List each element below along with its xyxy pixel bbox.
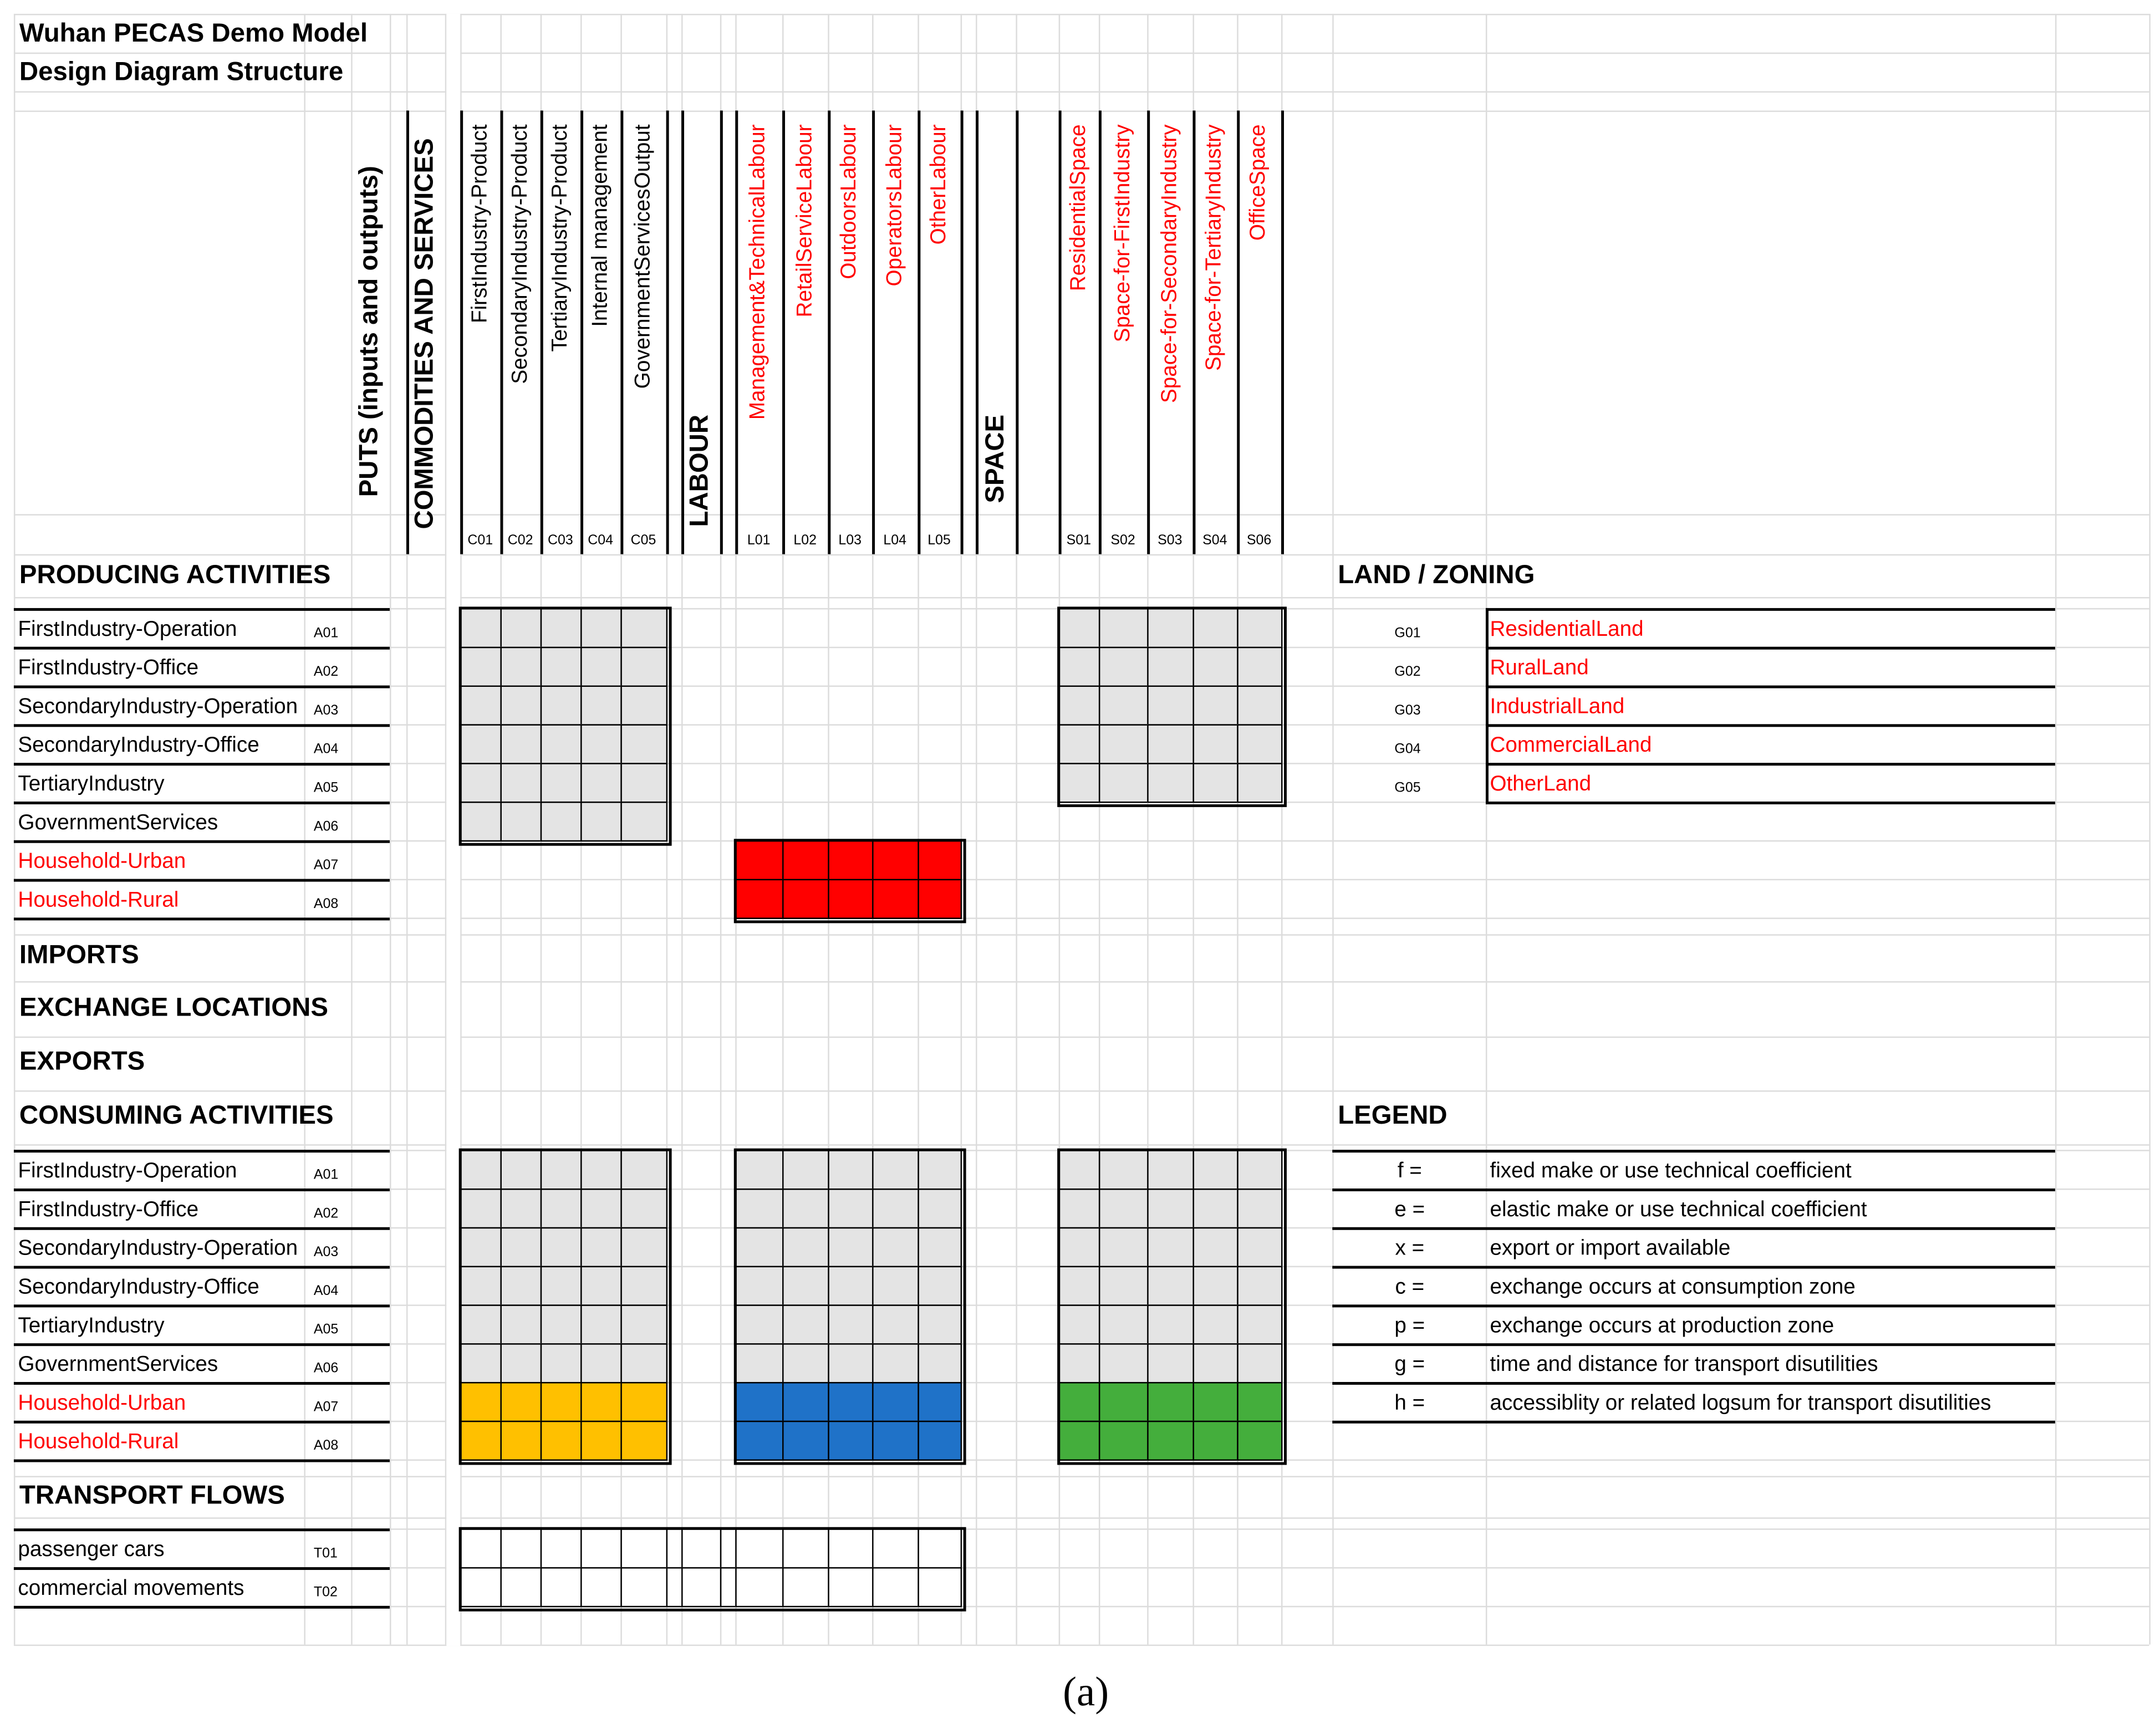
row-underline <box>14 1266 390 1268</box>
consuming-activity-label: FirstIndustry-Office <box>18 1198 199 1222</box>
space-header <box>976 415 1016 550</box>
column-code: L05 <box>927 533 951 549</box>
producing-activity-label: Household-Rural <box>18 888 179 912</box>
consuming-activity-label: Household-Rural <box>18 1430 179 1454</box>
legend-row-line <box>1332 1343 2055 1345</box>
legend-key: e = <box>1394 1198 1425 1222</box>
transport-flow-block-border <box>459 1527 966 1611</box>
land-use-label: IndustrialLand <box>1490 695 1625 719</box>
producing-activity-label: TertiaryIndustry <box>18 772 165 796</box>
column-header-label: GovernmentServicesOutput <box>631 124 655 389</box>
column-header-c02 <box>500 124 540 511</box>
header-column-line <box>666 110 669 554</box>
consuming-activity-label: GovernmentServices <box>18 1353 218 1377</box>
grid-line-vertical <box>2055 14 2056 1645</box>
column-header-label: OfficeSpace <box>1246 124 1271 241</box>
column-code: L04 <box>883 533 907 549</box>
row-underline <box>14 917 390 920</box>
legend-row-line <box>1332 1421 2055 1423</box>
producing-activity-label: GovernmentServices <box>18 811 218 835</box>
producing-activity-label: FirstIndustry-Operation <box>18 618 237 641</box>
transport-flow-label: passenger cars <box>18 1538 165 1562</box>
column-code: L03 <box>838 533 862 549</box>
section-legend: LEGEND <box>1338 1101 1447 1131</box>
column-code: S06 <box>1246 533 1272 549</box>
commodities-header-text: COMMODITIES AND SERVICES <box>410 138 440 529</box>
consuming-activity-code: A05 <box>313 1322 339 1338</box>
column-header-label: FirstIndustry-Product <box>467 124 492 324</box>
row-underline <box>14 1528 390 1531</box>
producing-activity-code: A02 <box>313 665 339 680</box>
producing-activity-code: A07 <box>313 858 339 874</box>
row-underline <box>14 1343 390 1345</box>
grid-line-vertical <box>390 14 391 1645</box>
space-header-text: SPACE <box>980 414 1010 503</box>
column-header-s04 <box>1192 124 1237 511</box>
transport-flow-code: T01 <box>313 1546 338 1562</box>
land-row-line <box>1486 686 2055 688</box>
header-column-line <box>720 110 722 554</box>
title-line-1: Wuhan PECAS Demo Model <box>19 19 368 49</box>
transport-flow-code: T02 <box>313 1585 338 1600</box>
section-imports: IMPORTS <box>19 941 139 971</box>
land-code: G04 <box>1394 742 1421 758</box>
grid-line-horizontal <box>14 53 2149 54</box>
column-code: C01 <box>467 533 493 549</box>
row-underline <box>14 802 390 804</box>
column-code: L02 <box>793 533 817 549</box>
producing-activity-label: FirstIndustry-Office <box>18 656 199 680</box>
column-header-s02 <box>1099 124 1147 511</box>
legend-description: time and distance for transport disutilities <box>1490 1353 1878 1377</box>
legend-key: f = <box>1397 1159 1422 1184</box>
row-underline <box>14 1304 390 1307</box>
consuming-activity-label: FirstIndustry-Operation <box>18 1159 237 1184</box>
household-labour-make-block-border <box>734 839 966 923</box>
section-land-zoning: LAND / ZONING <box>1338 561 1535 590</box>
figure-caption: (a) <box>1063 1669 1109 1715</box>
column-header-label: OperatorsLabour <box>882 124 906 287</box>
producing-activity-code: A06 <box>313 819 339 835</box>
row-underline <box>14 879 390 881</box>
producing-activity-label: Household-Urban <box>18 850 186 874</box>
land-use-label: CommercialLand <box>1490 733 1652 758</box>
header-column-line <box>1281 110 1283 554</box>
column-header-l05 <box>918 124 960 511</box>
column-header-label: RetailServiceLabour <box>792 124 817 318</box>
consuming-commodity-block-border <box>459 1149 672 1465</box>
column-code: C02 <box>507 533 533 549</box>
column-header-l02 <box>782 124 828 511</box>
row-underline <box>14 724 390 726</box>
consuming-activity-code: A06 <box>313 1361 339 1377</box>
grid-line-horizontal <box>14 597 2149 598</box>
puts-header <box>351 166 390 550</box>
producing-activity-label: SecondaryIndustry-Office <box>18 733 259 758</box>
land-use-label: OtherLand <box>1490 772 1592 796</box>
grid-line-horizontal <box>14 110 2149 111</box>
producing-activity-label: SecondaryIndustry-Operation <box>18 695 298 719</box>
column-code: S03 <box>1158 533 1183 549</box>
column-code: S02 <box>1110 533 1135 549</box>
labour-header <box>681 415 720 550</box>
column-header-s01 <box>1059 124 1099 511</box>
producing-activity-code: A03 <box>313 703 339 719</box>
grid-line-horizontal <box>14 1090 2149 1092</box>
header-column-line <box>1016 110 1018 554</box>
legend-row-line <box>1332 1150 2055 1152</box>
land-code: G02 <box>1394 665 1421 680</box>
row-underline <box>14 1189 390 1191</box>
section-transport: TRANSPORT FLOWS <box>19 1481 285 1511</box>
legend-description: accessiblity or related logsum for transport disutilities <box>1490 1391 1991 1415</box>
land-code: G03 <box>1394 703 1421 719</box>
column-header-label: Space-for-FirstIndustry <box>1110 124 1134 343</box>
consuming-activity-code: A03 <box>313 1245 339 1261</box>
row-underline <box>14 608 390 610</box>
column-header-label: TertiaryIndustry-Product <box>548 124 572 352</box>
consuming-labour-block-border <box>734 1149 966 1465</box>
grid-line-vertical <box>14 14 15 1645</box>
land-row-line <box>1486 647 2055 649</box>
legend-description: elastic make or use technical coefficient <box>1490 1198 1867 1222</box>
column-header-c05 <box>620 124 666 511</box>
legend-row-line <box>1332 1266 2055 1268</box>
consuming-activity-code: A04 <box>313 1283 339 1299</box>
land-row-line <box>1486 763 2055 765</box>
grid-line-vertical <box>2149 14 2150 1645</box>
grid-line-horizontal <box>14 1476 2149 1477</box>
consuming-activity-label: SecondaryIndustry-Office <box>18 1276 259 1299</box>
grid-line-horizontal <box>14 514 2149 515</box>
column-header-l03 <box>828 124 872 511</box>
column-header-s06 <box>1237 124 1281 511</box>
consuming-space-block-border <box>1057 1149 1287 1465</box>
legend-row-line <box>1332 1382 2055 1384</box>
column-code: C05 <box>630 533 656 549</box>
legend-description: exchange occurs at consumption zone <box>1490 1276 1856 1299</box>
column-code: S01 <box>1066 533 1091 549</box>
column-header-label: SecondaryIndustry-Product <box>508 124 532 384</box>
land-row-line <box>1486 608 2055 610</box>
section-consuming: CONSUMING ACTIVITIES <box>19 1101 334 1131</box>
legend-description: exchange occurs at production zone <box>1490 1314 1834 1338</box>
column-code: C04 <box>588 533 614 549</box>
legend-key: g = <box>1394 1353 1425 1377</box>
section-exports: EXPORTS <box>19 1047 145 1077</box>
column-gap <box>446 14 460 1646</box>
column-header-c01 <box>460 124 500 511</box>
column-header-s03 <box>1147 124 1192 511</box>
legend-key: x = <box>1395 1237 1425 1261</box>
column-header-l04 <box>872 124 918 511</box>
land-code: G05 <box>1394 781 1421 796</box>
grid-line-horizontal <box>14 91 2149 93</box>
column-header-label: Space-for-SecondaryIndustry <box>1157 124 1181 403</box>
title-line-2: Design Diagram Structure <box>19 58 344 88</box>
grid-line-horizontal <box>14 1144 2149 1145</box>
row-underline <box>14 1421 390 1423</box>
puts-header-text: PUTS (inputs and outputs) <box>355 166 385 497</box>
grid-line-horizontal <box>14 554 2149 555</box>
grid-line-horizontal <box>14 934 2149 935</box>
row-underline <box>14 647 390 649</box>
grid-line-horizontal <box>14 981 2149 982</box>
row-underline <box>14 1150 390 1152</box>
grid-line-horizontal <box>14 1037 2149 1038</box>
legend-key: c = <box>1395 1276 1425 1299</box>
consuming-activity-label: SecondaryIndustry-Operation <box>18 1237 298 1261</box>
consuming-activity-label: TertiaryIndustry <box>18 1314 165 1338</box>
producing-activity-code: A04 <box>313 742 339 758</box>
grid-line-vertical <box>1332 14 1333 1645</box>
column-header-label: Management&TechnicalLabour <box>746 124 770 420</box>
legend-row-line <box>1332 1304 2055 1307</box>
consuming-activity-label: Household-Urban <box>18 1391 186 1415</box>
legend-description: fixed make or use technical coefficient <box>1490 1159 1852 1184</box>
land-divider <box>1486 608 1488 802</box>
row-underline <box>14 1567 390 1569</box>
section-exchange: EXCHANGE LOCATIONS <box>19 993 328 1023</box>
legend-key: p = <box>1394 1314 1425 1338</box>
grid-line-vertical <box>304 14 305 1645</box>
land-use-label: RuralLand <box>1490 656 1589 680</box>
land-row-line <box>1486 724 2055 726</box>
consuming-activity-code: A07 <box>313 1400 339 1415</box>
column-header-label: Internal management <box>588 124 612 327</box>
transport-flow-label: commercial movements <box>18 1577 244 1600</box>
consuming-activity-code: A01 <box>313 1167 339 1184</box>
column-header-label: OutdoorsLabour <box>837 124 862 279</box>
land-code: G01 <box>1394 626 1421 641</box>
column-header-label: Space-for-TertiaryIndustry <box>1202 124 1226 371</box>
producing-activity-code: A05 <box>313 781 339 796</box>
commodities-header <box>406 138 445 550</box>
column-code: S04 <box>1202 533 1227 549</box>
consuming-activity-code: A08 <box>313 1439 339 1454</box>
producing-commodity-block-border <box>459 606 672 845</box>
column-header-l01 <box>735 124 782 511</box>
row-underline <box>14 840 390 843</box>
legend-key: h = <box>1394 1391 1425 1415</box>
column-header-label: OtherLabour <box>926 124 950 245</box>
row-underline <box>14 763 390 765</box>
column-header-c04 <box>580 124 620 511</box>
legend-row-line <box>1332 1189 2055 1191</box>
grid-line-vertical <box>1486 14 1487 1645</box>
consuming-activity-code: A02 <box>313 1206 339 1222</box>
section-producing: PRODUCING ACTIVITIES <box>19 561 331 590</box>
producing-space-block-border <box>1057 606 1287 807</box>
legend-row-line <box>1332 1227 2055 1230</box>
grid-line-horizontal <box>14 1517 2149 1518</box>
producing-activity-code: A01 <box>313 626 339 641</box>
row-underline <box>14 1227 390 1230</box>
column-code: L01 <box>747 533 771 549</box>
grid-line-horizontal <box>14 14 2149 15</box>
column-header-label: ResidentialSpace <box>1066 124 1090 292</box>
row-underline <box>14 1382 390 1384</box>
row-underline <box>14 1606 390 1608</box>
header-column-line <box>961 110 963 554</box>
row-underline <box>14 1460 390 1462</box>
grid-line-horizontal <box>14 1645 2149 1646</box>
column-code: C03 <box>548 533 573 549</box>
labour-header-text: LABOUR <box>685 414 715 527</box>
row-underline <box>14 686 390 688</box>
producing-activity-code: A08 <box>313 896 339 912</box>
land-row-line <box>1486 802 2055 804</box>
land-use-label: ResidentialLand <box>1490 618 1644 641</box>
legend-description: export or import available <box>1490 1237 1731 1261</box>
column-header-c03 <box>541 124 580 511</box>
